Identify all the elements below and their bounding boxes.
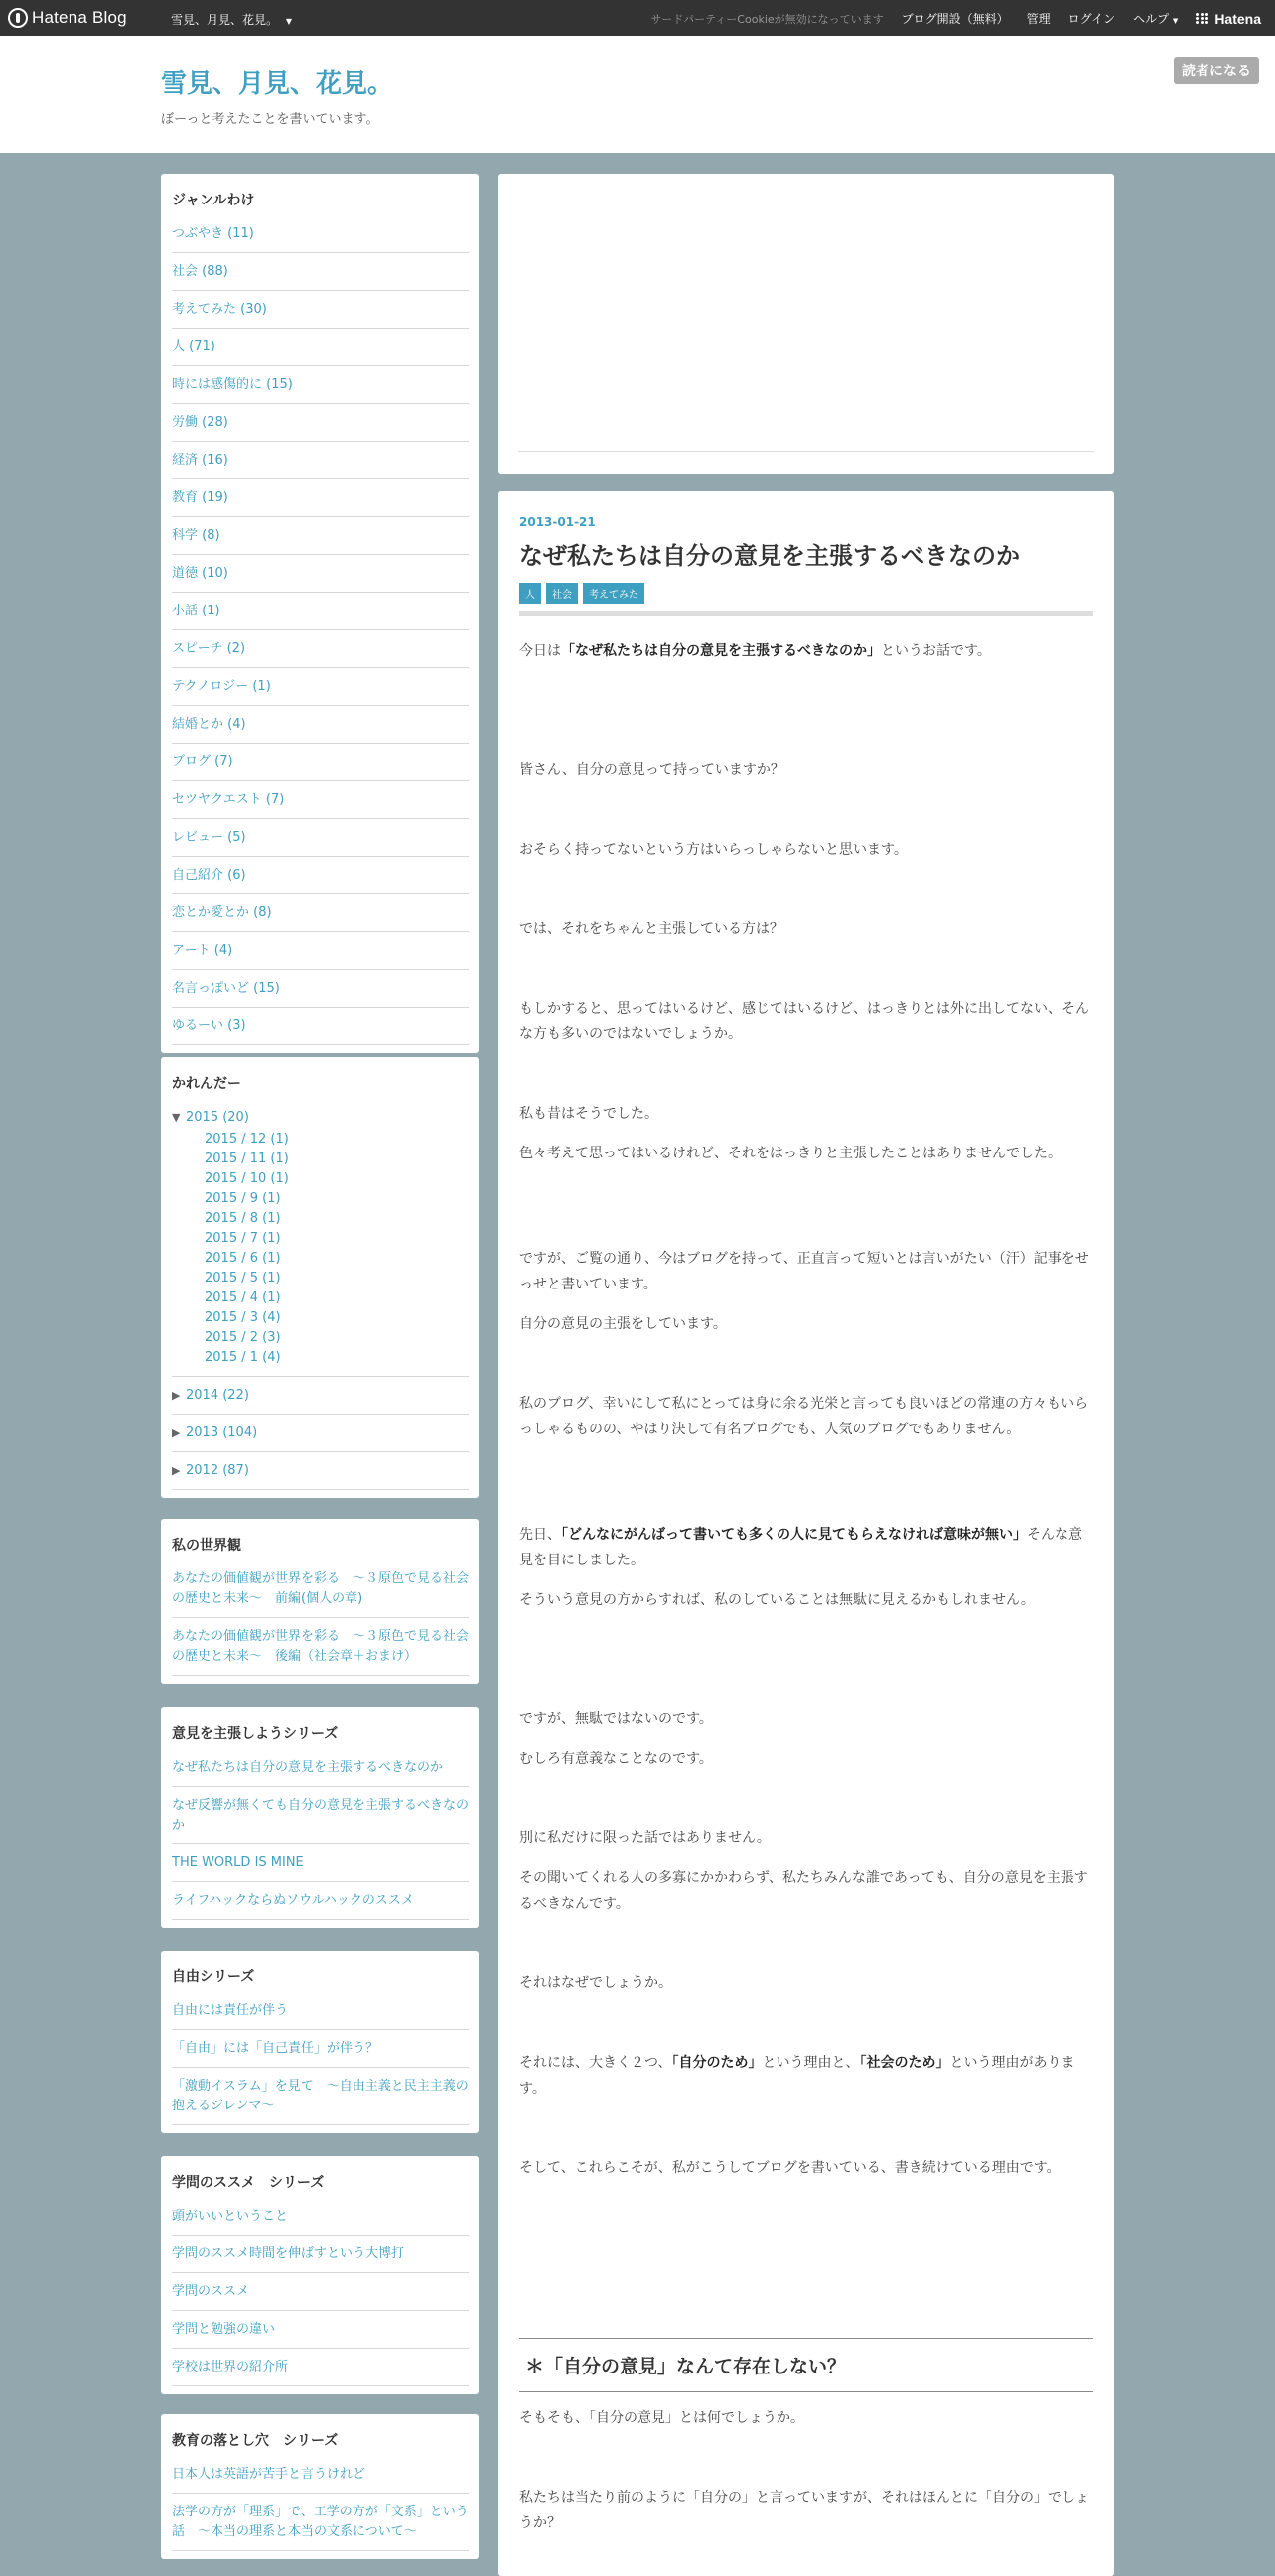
genre-link[interactable]: 科学 (8) [172,517,469,555]
learning-list [172,2198,469,2386]
article-date[interactable]: 2013-01-21 [519,515,596,529]
ad-box [498,174,1114,474]
freedom-module [161,1951,479,2133]
article-paragraph: むしろ有意義なことなのです。 [519,1751,713,1767]
genre-link[interactable]: アート (4) [172,932,469,970]
freedom-module-title: 自由シリーズ [172,1969,255,1985]
text: 先日、 [519,1527,561,1543]
caret-down-icon: ▼ [1172,17,1179,25]
text: という理由があります。 [519,2055,1075,2097]
genre-link[interactable]: 道徳 (10) [172,555,469,593]
bold-text: 「社会のため」 [859,2055,950,2071]
article-paragraph: おそらく持ってないという方はいらっしゃらないと思います。 [519,842,908,858]
triangle-right-icon: ▶ [172,1389,181,1402]
article-paragraph [519,1522,1093,1573]
education-entry-link[interactable]: 法学の方が「理系」で、工学の方が「文系」という話 ～本当の理系と本当の文系について～ [172,2494,469,2551]
genre-link[interactable]: 考えてみた (30) [172,291,469,329]
worldview-module-title: 私の世界観 [172,1538,241,1554]
genre-link[interactable]: 自己紹介 (6) [172,857,469,894]
text: という理由と、 [762,2055,860,2071]
learning-entry-link[interactable]: 学問のススメ [172,2273,469,2311]
education-list [172,2456,469,2551]
hatena-blog-logo[interactable] [8,7,127,29]
triangle-down-icon: ▼ [172,1111,181,1124]
genre-link[interactable]: テクノロジー (1) [172,668,469,706]
education-entry-link[interactable]: 日本人は英語が苦手と言うけれど [172,2456,469,2494]
worldview-module [161,1519,479,1684]
article-paragraph: そもそも、「自分の意見」とは何でしょうか。 [519,2410,804,2426]
genre-link[interactable]: 小話 (1) [172,593,469,630]
article-paragraph: 色々考えて思ってはいるけれど、それをはっきりと主張したことはありませんでした。 [519,1146,1062,1161]
hatena-menu-button[interactable] [1196,11,1261,27]
hatena-top-bar [0,0,1275,36]
learning-module [161,2156,479,2394]
worldview-entry-link[interactable]: あなたの価値観が世界を彩る ～３原色で見る社会の歴史と未来～ 前編(個人の章) [172,1560,469,1618]
freedom-entry-link[interactable]: 「自由」には「自己責任」が伴う？ [172,2030,469,2068]
article-paragraph: そういう意見の方からすれば、私のしていることは無駄に見えるかもしれません。 [519,1592,1035,1608]
calendar-year-label: 2012 (87) [186,1463,249,1478]
article-title[interactable]: なぜ私たちは自分の意見を主張するべきなのか [519,542,1020,570]
opinion-module-title: 意見を主張しようシリーズ [172,1726,339,1742]
worldview-entry-link[interactable]: あなたの価値観が世界を彩る ～３原色で見る社会の歴史と未来～ 後編（社会章＋おまけ） [172,1618,469,1676]
triangle-right-icon: ▶ [172,1464,181,1477]
article-paragraph: 私たちは当たり前のように「自分の」と言っていますが、それはほんとに「自分の」でしょうか？ [519,2490,1089,2531]
article-paragraph [519,2050,1093,2101]
article-paragraph: そして、これらこそが、私がこうしてブログを書いている、書き続けている理由です。 [519,2160,1061,2176]
genre-link[interactable]: 恋とか愛とか (8) [172,894,469,932]
category-tag[interactable]: 人 [519,583,541,604]
blog-switcher-dropdown[interactable] [171,11,292,28]
opinion-entry-link[interactable]: なぜ反響が無くても自分の意見を主張するべきなのか [172,1787,469,1844]
learning-entry-link[interactable]: 学問と勉強の違い [172,2311,469,2349]
article-categories [519,583,1093,604]
genre-link[interactable]: 社会 (88) [172,253,469,291]
open-blog-link[interactable]: ブログ開設（無料） [901,12,1009,26]
calendar-year-label: 2013 (104) [186,1425,258,1440]
triangle-right-icon: ▶ [172,1426,181,1439]
opinion-entry-link[interactable]: ライフハックならぬソウルハックのススメ [172,1882,469,1920]
learning-module-title: 学問のススメ シリーズ [172,2175,325,2191]
genre-module-title: ジャンルわけ [172,193,255,208]
genre-link[interactable]: ゆるーい (3) [172,1008,469,1045]
bold-text: 「なぜ私たちは自分の意見を主張するべきなのか」 [561,643,881,659]
category-tag[interactable]: 考えてみた [583,583,644,604]
calendar-year-list [172,1099,469,1490]
calendar-module [161,1057,479,1498]
article-paragraph: 皆さん、自分の意見って持っていますか？ [519,762,784,778]
calendar-month-link[interactable]: 2015 / 9 (1) [205,1191,281,1206]
bold-text: 「自分のため」 [671,2055,763,2071]
help-label: ヘルプ [1133,12,1170,26]
genre-list [172,215,469,1045]
freedom-entry-link[interactable]: 自由には責任が伴う [172,1992,469,2030]
blog-switcher-label: 雪見、月見、花見。 [171,13,279,27]
calendar-month-link[interactable]: 2015 / 12 (1) [205,1132,289,1147]
genre-link[interactable]: スピーチ (2) [172,630,469,668]
cookie-notice[interactable]: サードパーティーCookieが無効になっています [650,12,884,26]
worldview-list [172,1560,469,1676]
genre-link[interactable]: つぶやき (11) [172,215,469,253]
genre-link[interactable]: セツヤクエスト (7) [172,781,469,819]
genre-link[interactable]: 労働 (28) [172,404,469,442]
calendar-month-link[interactable]: 2015 / 6 (1) [205,1251,281,1266]
calendar-month-link[interactable]: 2015 / 3 (4) [205,1310,281,1325]
hatena-blog-logo-icon [8,8,28,28]
calendar-year-closed[interactable] [172,1377,469,1415]
opinion-list [172,1749,469,1920]
article-paragraph: その聞いてくれる人の多寡にかかわらず、私たちみんな誰であっても、自分の意見を主張するべきなんです。 [519,1870,1088,1912]
text: それには、大きく２つ、 [519,2055,672,2071]
calendar-month-link[interactable]: 2015 / 5 (1) [205,1271,281,1286]
article-paragraph: 私も昔はそうでした。 [519,1106,658,1122]
divider [518,451,1094,452]
article-paragraph: ですが、ご覧の通り、今はブログを持って、正直言って短いとは言いがたい（汗）記事をせっせと書いています。 [519,1251,1089,1292]
calendar-month-link[interactable]: 2015 / 8 (1) [205,1211,281,1226]
article-entry [498,491,1114,2576]
opinion-module [161,1707,479,1928]
calendar-module-title: かれんだー [172,1076,241,1092]
opinion-entry-link[interactable]: THE WORLD IS MINE [172,1844,469,1882]
learning-entry-link[interactable]: 頭がいいということ [172,2198,469,2236]
hatena-dots-icon [1196,13,1209,24]
article-paragraph: 別に私だけに限った話ではありません。 [519,1830,771,1846]
learning-entry-link[interactable]: 学校は世界の紹介所 [172,2349,469,2386]
genre-link[interactable]: レビュー (5) [172,819,469,857]
article-paragraph: もしかすると、思ってはいるけど、感じてはいるけど、はっきりとは外に出してない、そんな方も多いのではないでしょうか。 [519,1001,1089,1042]
help-dropdown[interactable] [1133,10,1178,27]
text: 今日は [519,643,561,659]
calendar-month-link[interactable]: 2015 / 10 (1) [205,1171,289,1186]
calendar-month-link[interactable]: 2015 / 4 (1) [205,1290,281,1305]
blog-header [0,36,1275,153]
category-tag[interactable]: 社会 [546,583,578,604]
calendar-year-closed[interactable] [172,1415,469,1452]
genre-link[interactable]: 人 (71) [172,329,469,366]
blog-title[interactable]: 雪見、月見、花見。 [161,69,394,99]
bold-text: 「どんなにがんばって書いても多くの人に見てもらえなければ意味が無い」 [561,1527,1027,1543]
genre-link[interactable]: 結婚とか (4) [172,706,469,744]
calendar-month-link[interactable]: 2015 / 2 (3) [205,1330,281,1345]
calendar-year-open[interactable] [172,1099,469,1377]
freedom-list [172,1992,469,2125]
calendar-month-link[interactable]: 2015 / 7 (1) [205,1231,281,1246]
article-paragraph: 私のブログ、幸いにして私にとっては身に余る光栄と言っても良いほどの常連の方々もいらっしゃるものの、やはり決して有名ブログでも、人気のブログでもありません。 [519,1396,1089,1437]
calendar-month-list [205,1130,469,1368]
hatena-brand-label: Hatena [1214,10,1261,27]
text: そんな意見を目にしました。 [519,1527,1082,1568]
genre-module [161,174,479,1053]
caret-down-icon: ▼ [285,17,292,26]
education-module [161,2414,479,2559]
hatena-blog-logo-text: Hatena Blog [32,8,127,27]
article-paragraph: では、それをちゃんと主張している方は？ [519,921,783,937]
genre-link[interactable]: 名言っぽいど (15) [172,970,469,1008]
calendar-year-closed[interactable] [172,1452,469,1490]
opinion-entry-link[interactable]: なぜ私たちは自分の意見を主張するべきなのか [172,1749,469,1787]
genre-link[interactable]: 経済 (16) [172,442,469,479]
calendar-month-link[interactable]: 2015 / 1 (4) [205,1350,281,1365]
article-paragraph [519,638,1093,664]
article-paragraph: ですが、無駄ではないのです。 [519,1711,713,1727]
section-heading: ＊「自分の意見」なんて存在しない？ [519,2338,1093,2392]
freedom-entry-link[interactable]: 「激動イスラム」を見て ～自由主義と民主主義の抱えるジレンマ～ [172,2068,469,2125]
learning-entry-link[interactable]: 学問のススメ時間を伸ばすという大博打 [172,2236,469,2273]
calendar-year-label: 2014 (22) [186,1388,249,1403]
genre-link[interactable]: 教育 (19) [172,479,469,517]
title-divider [519,611,1093,616]
calendar-year-label: 2015 (20) [186,1110,249,1125]
text: というお話です。 [881,643,991,659]
calendar-month-link[interactable]: 2015 / 11 (1) [205,1152,289,1166]
blog-description: ぼーっと考えたことを書いています。 [161,112,379,127]
article-paragraph: 自分の意見の主張をしています。 [519,1316,727,1332]
genre-link[interactable]: 時には感傷的に (15) [172,366,469,404]
education-module-title: 教育の落とし穴 シリーズ [172,2433,339,2449]
subscribe-button[interactable]: 読者になる [1174,57,1259,84]
article-paragraph: それはなぜでしょうか。 [519,1975,672,1991]
login-link[interactable]: ログイン [1067,12,1116,26]
genre-link[interactable]: ブログ (7) [172,744,469,781]
manage-link[interactable]: 管理 [1026,12,1051,26]
